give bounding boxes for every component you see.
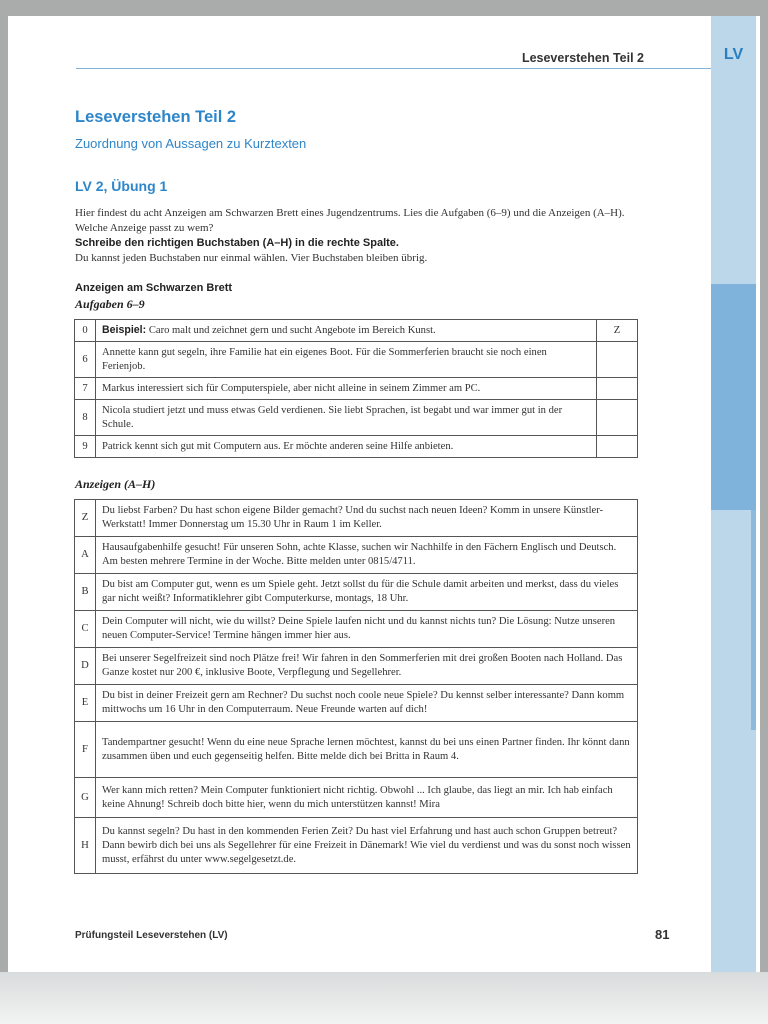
ad-text: Tandempartner gesucht! Wenn du eine neue Sprache lernen möchtest, kannst du bei uns einen Partner finden. Ihr könnt dann zusammen üben und euch gegenseitig helfen. Bitte melde dich bei Britta in Raum 4. [96,722,638,778]
page-number: 81 [655,927,670,942]
table-row [75,574,638,611]
ad-letter: A [75,537,96,574]
ad-letter: G [75,778,96,818]
task-text: Nicola studiert jetzt und muss etwas Geld verdienen. Sie liebt Sprachen, ist begabt und war immer gut in der Schule. [96,400,597,436]
side-tab-marker [711,284,756,510]
ad-text: Du liebst Farben? Du hast schon eigene Bilder gemacht? Und du suchst nach neuen Ideen? Komm in unsere Künstler-Werkstatt! Immer Donnerstag um 15.30 Uhr in Raum 1 im Keller. [96,500,638,537]
task-text [96,320,597,342]
table-row [75,320,638,342]
answer-cell[interactable] [597,400,638,436]
ad-text: Du kannst segeln? Du hast in den kommenden Ferien Zeit? Du hast viel Erfahrung und hast auch schon Gruppen betreut? Dann bewirb dich bei uns als Segellehrer für eine Freizeit in Dänemark! Wie viel du verdienst und was du sonst noch wissen musst, erfährst du unter www.segelgesetzt.de. [96,818,638,874]
task-text: Patrick kennt sich gut mit Computern aus. Er möchte anderen seine Hilfe anbieten. [96,436,597,458]
table-row [75,685,638,722]
side-color-strip [711,16,756,972]
ad-text: Hausaufgabenhilfe gesucht! Für unseren Sohn, achte Klasse, suchen wir Nachhilfe in den Fächern Englisch und Deutsch. Am besten mehrere Termine in der Woche. Bitte melden unter 0815/4711. [96,537,638,574]
table-row [75,818,638,874]
ad-letter: H [75,818,96,874]
ad-letter: E [75,685,96,722]
table-row [75,436,638,458]
table-row [75,778,638,818]
answer-cell[interactable] [597,378,638,400]
ad-text: Bei unserer Segelfreizeit sind noch Plätze frei! Wir fahren in den Sommerferien mit drei großen Booten nach Holland. Das Ganze kostet nur 200 €, inklusive Boote, Verpflegung und Segellehrer. [96,648,638,685]
ads-heading: Anzeigen (A–H) [75,477,156,491]
ad-text: Du bist in deiner Freizeit gern am Rechner? Du suchst noch coole neue Spiele? Du kennst selber interessante? Dann komm mittwochs um 16 Uhr in den Computerraum. Neue Freunde warten auf dich! [96,685,638,722]
task-number: 8 [75,400,96,436]
task-number: 0 [75,320,96,342]
ad-text: Dein Computer will nicht, wie du willst? Deine Spiele laufen nicht und du kannst nichts tun? Die Lösung: Nutze unseren neuen Computer-Service! Termine hängen immer hier aus. [96,611,638,648]
table-row [75,648,638,685]
example-label: Beispiel: [102,324,147,336]
page-bottom-edge [0,972,768,1024]
page-footer-label: Prüfungsteil Leseverstehen (LV) [75,930,228,941]
answer-cell: Z [597,320,638,342]
ad-text: Du bist am Computer gut, wenn es um Spiele geht. Jetzt sollst du für die Schule damit arbeiten und merkst, dass du vieles gar nicht weißt? Informatiklehrer gibt Computerkurse, montags, 18 Uhr. [96,574,638,611]
ad-letter: Z [75,500,96,537]
task-number: 9 [75,436,96,458]
instruction-bold: Schreibe den richtigen Buchstaben (A–H) in die rechte Spalte. [75,237,399,249]
answer-cell[interactable] [597,342,638,378]
tasks-table [74,319,638,458]
page-subtitle: Zuordnung von Aussagen zu Kurztexten [75,136,307,151]
running-header: Leseverstehen Teil 2 [521,51,644,65]
ad-letter: C [75,611,96,648]
instructions [75,206,635,266]
table-row [75,500,638,537]
page-title: Leseverstehen Teil 2 [75,108,237,126]
instruction-text: Hier findest du acht Anzeigen am Schwarzen Brett eines Jugendzentrums. Lies die Aufgaben (6–9) und die Anzeigen (A–H). Welche Anzeige passt zu wem? [75,207,625,234]
table-row [75,342,638,378]
task-number: 6 [75,342,96,378]
ad-letter: F [75,722,96,778]
task-number: 7 [75,378,96,400]
side-section-label: LV [723,46,744,63]
tasks-subheading: Aufgaben 6–9 [75,297,145,311]
table-row [75,537,638,574]
task-text: Annette kann gut segeln, ihre Familie hat ein eigenes Boot. Für die Sommerferien braucht sie noch einen Ferienjob. [96,342,597,378]
exercise-title: LV 2, Übung 1 [75,178,168,194]
table-row [75,400,638,436]
table-row [75,378,638,400]
table-row [75,722,638,778]
table-row [75,611,638,648]
task-text: Markus interessiert sich für Computerspiele, aber nicht alleine in seinem Zimmer am PC. [96,378,597,400]
side-tab-edge [751,510,756,730]
book-page [8,16,760,972]
instruction-note: Du kannst jeden Buchstaben nur einmal wählen. Vier Buchstaben bleiben übrig. [75,252,428,264]
tasks-heading: Anzeigen am Schwarzen Brett [75,282,233,294]
ad-letter: B [75,574,96,611]
ad-letter: D [75,648,96,685]
example-text: Caro malt und zeichnet gern und sucht Angebote im Bereich Kunst. [148,325,436,336]
answer-cell[interactable] [597,436,638,458]
ad-text: Wer kann mich retten? Mein Computer funktioniert nicht richtig. Obwohl ... Ich glaube, das liegt an mir. Ich hab einfach keine Ahnung! Schreib doch bitte hier, wenn du mich unterstützen kannst! Mira [96,778,638,818]
ads-table [74,499,638,874]
header-divider [76,68,711,69]
